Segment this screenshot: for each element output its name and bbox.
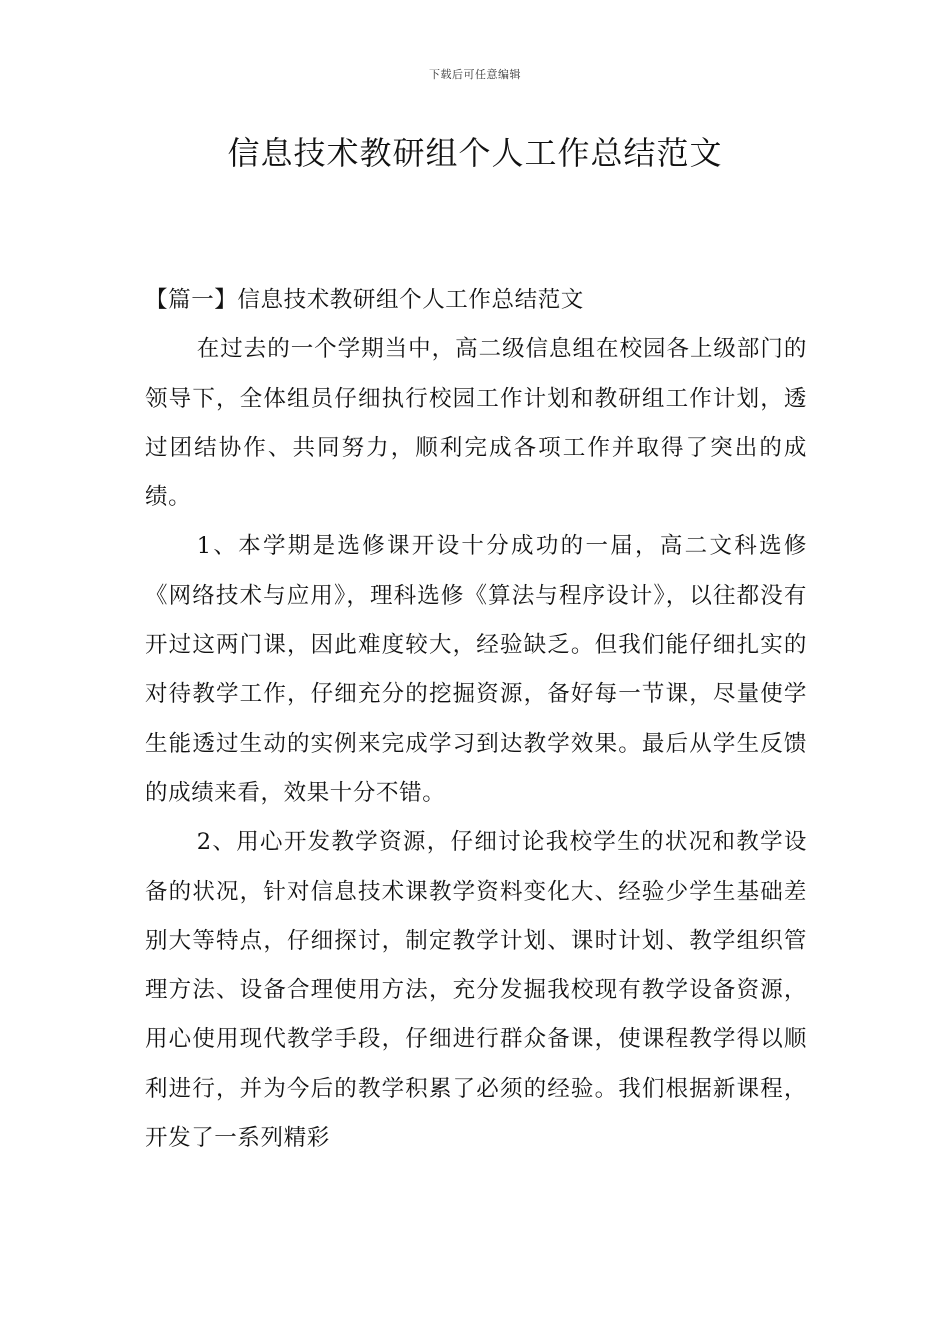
document-title: 信息技术教研组个人工作总结范文 <box>227 134 723 172</box>
paragraph-point-1: 1、本学期是选修课开设十分成功的一届，高二文科选修《网络技术与应用》，理科选修《算法与程序设计》，以往都没有开过这两门课，因此难度较大，经验缺乏。但我们能仔细扎实的对待教学工作，仔细充分的挖掘资源，备好每一节课，尽量使学生能透过生动的实例来完成学习到达教学效果。最后从学生反馈的成绩来看，效果十分不错。 <box>145 533 807 806</box>
header-note: 下载后可任意编辑 <box>429 68 521 81</box>
document-body <box>145 276 807 1163</box>
section-heading: 【篇一】信息技术教研组个人工作总结范文 <box>145 287 584 313</box>
paragraph-point-2: 2、用心开发教学资源，仔细讨论我校学生的状况和教学设备的状况，针对信息技术课教学资料变化大、经验少学生基础差别大等特点，仔细探讨，制定教学计划、课时计划、教学组织管理方法、设备合理使用方法，充分发掘我校现有教学设备资源，用心使用现代教学手段，仔细进行群众备课，使课程教学得以顺利进行，并为今后的教学积累了必须的经验。我们根据新课程，开发了一系列精彩 <box>145 829 807 1152</box>
paragraph-intro: 在过去的一个学期当中，高二级信息组在校园各上级部门的领导下，全体组员仔细执行校园工作计划和教研组工作计划，透过团结协作、共同努力，顺利完成各项工作并取得了突出的成绩。 <box>145 336 807 511</box>
